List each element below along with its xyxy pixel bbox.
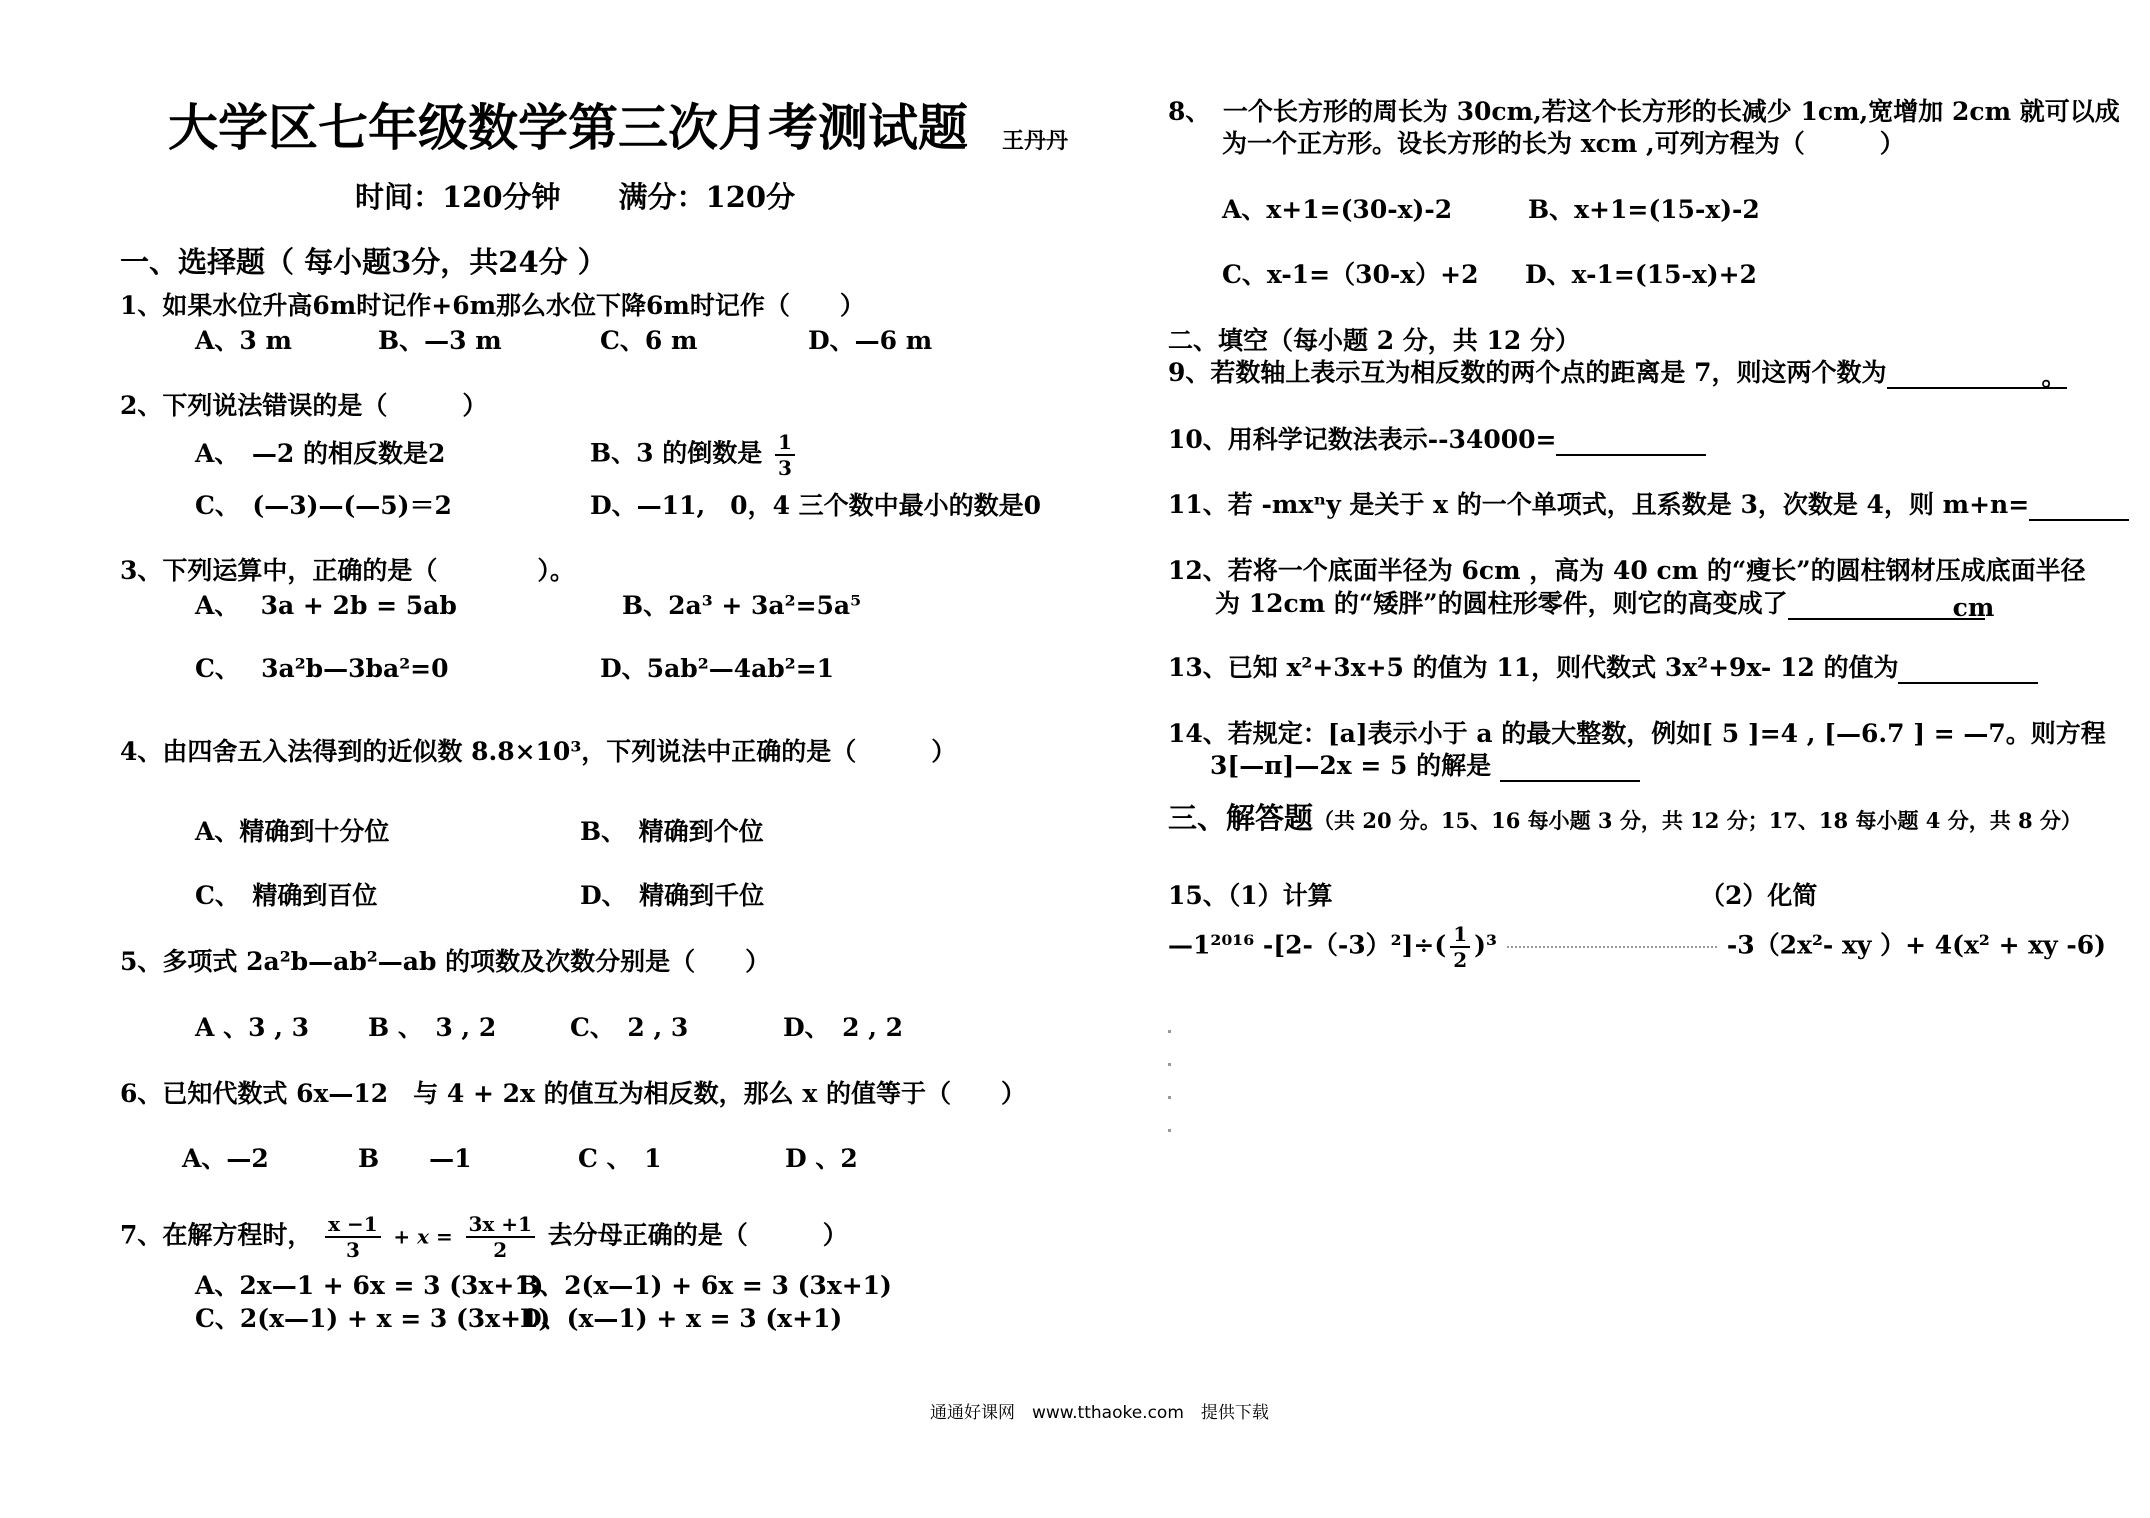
q15-expression-1-prefix: —1²⁰¹⁶ -[2-（-3）²]÷( (1168, 930, 1447, 960)
margin-mark (1168, 1030, 1171, 1033)
q15-part-1-label: 15、（1）计算 (1168, 881, 1333, 910)
q12-line-1: 12、若将一个底面半径为 6cm ，高为 40 cm 的“瘦长”的圆柱钢材压成底面半径 (1168, 556, 2086, 585)
q8-stem-line-1: 8、 一个长方形的周长为 30cm,若这个长方形的长减少 1cm,宽增加 2cm 就可以成 (1168, 97, 2120, 126)
margin-mark (1168, 1129, 1171, 1132)
q3-option-c: C、 3a²b—3ba²=0 (195, 654, 449, 683)
q7-equation-middle: + x = (393, 1224, 453, 1249)
fraction-denominator: 3 (345, 1238, 360, 1262)
fraction-numerator: 1 (775, 430, 795, 456)
q1-stem: 1、如果水位升高6m时记作+6m那么水位下降6m时记作（ ） (120, 291, 865, 320)
q15-fraction-half (1450, 922, 1470, 972)
q6-option-b: B —1 (358, 1144, 472, 1173)
author-name: 王丹丹 (1002, 128, 1069, 154)
q6-stem: 6、已知代数式 6x—12 与 4 + 2x 的值互为相反数，那么 x 的值等于（ ） (120, 1079, 1026, 1108)
q2-option-b (590, 430, 799, 480)
q14-line-2 (1210, 750, 1640, 782)
section-3-heading (1168, 796, 2082, 837)
q7-option-d: D、(x—1) + x = 3 (x+1) (520, 1304, 843, 1333)
q9 (1168, 357, 2067, 389)
q4-option-b: B、 精确到个位 (580, 817, 764, 846)
q5-stem: 5、多项式 2a²b—ab²—ab 的项数及次数分别是（ ） (120, 947, 771, 976)
q7-option-a: A、2x—1 + 6x = 3 (3x+1) (195, 1271, 544, 1300)
q14-text: 3[—π]—2x = 5 的解是 (1210, 751, 1492, 780)
q4-stem: 4、由四舍五入法得到的近似数 8.8×10³，下列说法中正确的是（ ） (120, 737, 957, 766)
q4-option-d: D、 精确到千位 (580, 881, 765, 910)
q5-option-b: B 、 3 , 2 (368, 1013, 497, 1042)
q4-option-a: A、精确到十分位 (195, 817, 390, 846)
q7-fraction-1 (325, 1212, 381, 1262)
q8-option-b: B、x+1=(15-x)-2 (1528, 195, 1760, 224)
q15-expression-1-suffix: )³ (1474, 930, 1497, 960)
fraction-denominator: 3 (777, 456, 792, 480)
q12-line-2 (1215, 588, 1995, 622)
q12-answer-blank[interactable] (1788, 592, 1953, 620)
fraction-numerator: 3x +1 (466, 1212, 535, 1238)
section-1-heading: 一、选择题（ 每小题3分，共24分 ） (120, 245, 607, 279)
q9-answer-blank[interactable] (1887, 361, 2042, 389)
q7-stem-suffix: 去分母正确的是（ ） (547, 1220, 848, 1250)
q8-stem-line-2: 为一个正方形。设长方形的长为 xcm ,可列方程为（ ） (1222, 129, 1905, 158)
q2-option-a: A、 —2 的相反数是2 (195, 439, 446, 468)
page-title: 大学区七年级数学第三次月考测试题 (168, 98, 968, 157)
fraction-numerator: 1 (1450, 922, 1470, 948)
q10 (1168, 424, 1706, 456)
q13 (1168, 652, 2038, 684)
q13-answer-blank[interactable] (1898, 656, 2038, 684)
q5-option-c: C、 2 , 3 (570, 1013, 689, 1042)
q9-period: 。 (2041, 362, 2067, 391)
margin-mark (1168, 1096, 1171, 1099)
q7-option-c: C、2(x—1) + x = 3 (3x+1) (195, 1304, 551, 1333)
fraction-denominator: 2 (1453, 948, 1468, 972)
q6-option-a: A、—2 (182, 1144, 269, 1173)
q5-option-a: A 、3 , 3 (195, 1013, 310, 1042)
q14-line-1: 14、若规定：[a]表示小于 a 的最大整数，例如[ 5 ]=4 , [—6.7 ] = —7。则方程 (1168, 719, 2106, 748)
q2-option-c: C、 (—3)—(—5)＝2 (195, 491, 452, 520)
q12-text: 为 12cm 的“矮胖”的圆柱形零件，则它的高变成了 (1215, 589, 1788, 618)
fraction-one-third (775, 430, 795, 480)
q15-expression (1168, 922, 2106, 972)
q6-option-c: C 、 1 (578, 1144, 662, 1173)
q6-option-d: D 、2 (785, 1144, 858, 1173)
margin-mark (1168, 1063, 1171, 1066)
q1-option-d: D、—6 m (808, 326, 933, 355)
q1-option-c: C、6 m (600, 326, 698, 355)
q7-option-b: B、2(x—1) + 6x = 3 (3x+1) (518, 1271, 892, 1300)
q11-answer-blank[interactable] (2029, 493, 2129, 521)
q1-option-a: A、3 m (195, 326, 292, 355)
q2-option-d: D、—11, 0，4 三个数中最小的数是0 (590, 491, 1042, 520)
exam-info: 时间：120分钟 满分：120分 (355, 180, 796, 214)
section-3-title: 三、解答题 (1168, 801, 1314, 835)
q14-answer-blank[interactable] (1500, 754, 1640, 782)
q11 (1168, 489, 2129, 521)
dotted-separator (1507, 946, 1717, 948)
q13-text: 13、已知 x²+3x+5 的值为 11，则代数式 3x²+9x- 12 的值为 (1168, 653, 1899, 682)
q8-option-a: A、x+1=(30-x)-2 (1222, 195, 1453, 224)
q9-text: 9、若数轴上表示互为相反数的两个点的距离是 7，则这两个数为 (1168, 358, 1887, 387)
fraction-denominator: 2 (493, 1238, 508, 1262)
q2-stem: 2、下列说法错误的是（ ） (120, 391, 488, 420)
q15-expression-2: -3（2x²- xy ）+ 4(x² + xy -6) (1726, 930, 2106, 960)
q2-option-b-text: B、3 的倒数是 (590, 438, 763, 468)
q10-text: 10、用科学记数法表示--34000= (1168, 425, 1557, 454)
q5-option-d: D、 2 , 2 (783, 1013, 904, 1042)
q3-option-b: B、2a³ + 3a²=5a⁵ (622, 591, 862, 620)
q4-option-c: C、 精确到百位 (195, 881, 378, 910)
fraction-numerator: x −1 (325, 1212, 381, 1238)
q8-option-d: D、x-1=(15-x)+2 (1525, 260, 1757, 289)
q15-part-2-label: （2）化简 (1700, 881, 1818, 910)
q3-option-a: A、 3a + 2b = 5ab (195, 591, 457, 620)
section-3-note: （共 20 分。15、16 每小题 3 分，共 12 分；17、18 每小题 4 分，共 8 分） (1313, 808, 2082, 833)
q10-answer-blank[interactable] (1556, 428, 1706, 456)
q1-option-b: B、—3 m (378, 326, 502, 355)
section-2-heading: 二、填空（每小题 2 分，共 12 分） (1168, 326, 1581, 355)
q11-text: 11、若 -mxⁿy 是关于 x 的一个单项式，且系数是 3，次数是 4，则 m+n= (1168, 490, 2030, 519)
q3-stem: 3、下列运算中，正确的是（ ）。 (120, 556, 575, 585)
q7-stem-prefix: 7、在解方程时， (120, 1220, 313, 1250)
q8-option-c: C、x-1=（30-x）+2 (1222, 260, 1479, 289)
q3-option-d: D、5ab²—4ab²=1 (600, 654, 835, 683)
footer-source: 通通好课网 www.tthaoke.com 提供下载 (930, 1403, 1269, 1423)
q12-unit: cm (1952, 593, 1995, 622)
q7-stem (120, 1212, 848, 1262)
q7-fraction-2 (466, 1212, 535, 1262)
